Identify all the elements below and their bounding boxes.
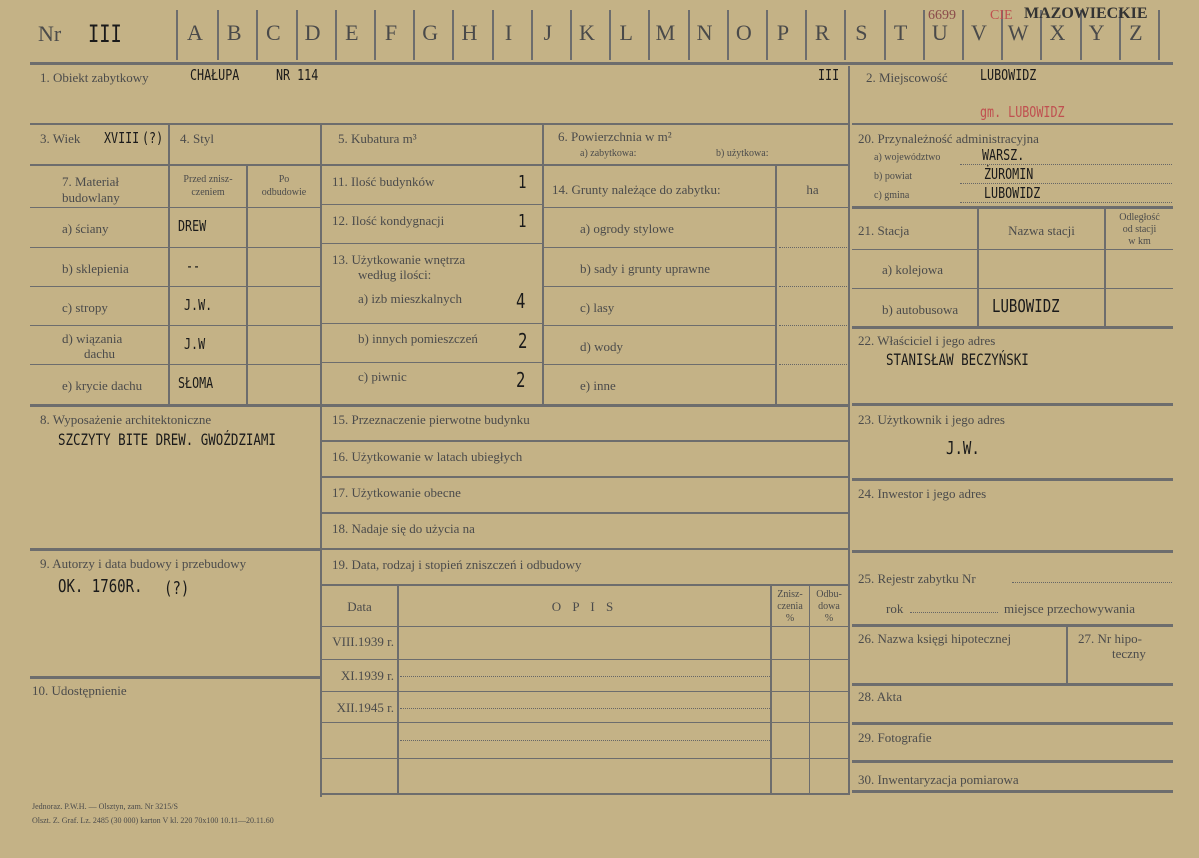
f13-a-label: a) izb mieszkalnych [358,291,462,306]
f12-value: 1 [518,211,527,232]
f3-value: XVIII [104,129,140,147]
f24-rule [852,550,1173,553]
f7-rule4 [30,364,320,365]
f26-label: 26. Nazwa księgi hipotecznej [858,631,1012,646]
f14-row: e) inne [580,378,616,393]
f6-b: b) użytkowa: [716,148,769,159]
f19-col-o1: Odbu- [816,589,842,600]
f12-rule [322,243,542,244]
f2-rule [852,123,1173,125]
f1-mark: III [818,66,840,84]
f7-row-label: c) stropy [62,300,108,315]
letter-index-m: M [655,20,676,45]
f14-row: b) sady i grunty uprawne [580,261,710,276]
f4-label: 4. Styl [180,131,214,146]
f22-label: 22. Właściciel i jego adres [858,333,996,348]
f13-c-value: 2 [516,368,526,392]
f19-row1 [322,659,848,660]
f8-label: 8. Wyposażenie architektoniczne [40,412,212,427]
f22-value: STANISŁAW BECZYŃSKI [886,350,1029,369]
letter-index-k: K [579,20,595,45]
f12-label: 12. Ilość kondygnacji [332,213,445,228]
col-divider-left [320,125,322,797]
f28-label: 28. Akta [858,689,903,704]
f19-row4 [322,758,848,759]
f19-date: XI.1939 r. [340,668,394,683]
f21-b: b) autobusowa [882,302,959,317]
f21-col-name: Nazwa stacji [1008,223,1075,238]
f7-row-label: d) wiązania [62,331,123,346]
f13-b-label: b) innych pomieszczeń [358,331,478,346]
f1-value: CHAŁUPA [190,66,240,84]
f7-rule1 [30,247,320,248]
f19-col-date [397,586,399,794]
f14-label: 14. Grunty należące do zabytku: [552,182,721,197]
f13-a-value: 4 [516,289,526,313]
f7-col1-head-2: czeniem [191,187,225,198]
f14-head-rule [544,207,848,208]
footer-line-1: Jednoraz. P.W.H. — Olsztyn, zam. Nr 3215/S [32,802,178,811]
f29-rule [852,760,1173,763]
f19-row3 [322,722,848,723]
f7-row-value: -- [186,257,201,275]
f25-label: 25. Rejestr zabytku Nr [858,571,976,586]
f15-label: 15. Przeznaczenie pierwotne budynku [332,412,530,427]
letter-index-j: J [543,20,553,45]
col-divider-right [848,66,850,794]
f19-col-desc: O P I S [551,599,618,614]
letter-index-c: C [266,20,281,45]
f14-dots [779,286,847,287]
footer-line-2: Olszt. Z. Graf. Lz. 2485 (30 000) karton V kl. 220 70x100 10.11—20.11.60 [32,816,274,825]
f19-col-o2: dowa [818,601,840,612]
f20-dots-a [960,164,1172,165]
stamp-word: CIE [990,8,1013,23]
f19-row2 [322,691,848,692]
f2-note: gm. LUBOWIDZ [980,103,1065,121]
f21-row-rule [852,288,1173,289]
f27-label-2: teczny [1112,646,1146,661]
letter-index-a: A [187,20,203,45]
f19-date: VIII.1939 r. [332,634,394,649]
f2-label: 2. Miejscowość [866,70,948,85]
f14-rule1 [544,247,775,248]
f20-a-value: WARSZ. [982,146,1025,164]
f25-dots [1012,582,1172,583]
f13-label-2: według ilości: [358,267,432,282]
f26-f27-divider [1066,627,1068,683]
f19-dots [400,708,770,709]
f14-rule4 [544,364,775,365]
f7-col2-head-2: odbudowie [261,187,307,198]
f14-rule2 [544,286,775,287]
header-divider [176,10,178,60]
f7-row-value: DREW [178,217,207,235]
f25-place: miejsce przechowywania [1004,601,1136,616]
nr-label: Nr [38,21,62,46]
f13-label-1: 13. Użytkowanie wnętrza [332,252,466,267]
f19-date: XII.1945 r. [336,700,394,715]
letter-index-o: O [735,20,752,45]
f14-row: c) lasy [580,300,615,315]
f20-rule [852,206,1173,209]
f3-q: (?) [142,129,164,147]
f2-value: LUBOWIDZ [980,66,1037,84]
f7-row-label: b) sklepienia [62,261,129,276]
f9-q: (?) [164,578,190,599]
f13a-rule [322,323,542,324]
f7-col2 [246,166,248,404]
f7-rule3 [30,325,320,326]
f11-label: 11. Ilość budynków [332,174,435,189]
f7-col1-head: Przed znisz- [183,174,233,185]
f20-c-value: LUBOWIDZ [984,184,1041,202]
f16-rule [322,476,848,478]
f27-label-1: 27. Nr hipo- [1078,631,1142,646]
f23-label: 23. Użytkownik i jego adres [858,412,1005,427]
letter-index-b: B [226,20,242,45]
f30-label: 30. Inwentaryzacja pomiarowa [858,772,1019,787]
f7-rule2 [30,286,320,287]
f15-rule [322,440,848,442]
f19-col-o3: % [824,613,834,624]
f16-label: 16. Użytkowanie w latach ubiegłych [332,449,523,464]
f28-rule [852,722,1173,725]
letter-index-p: P [776,20,790,45]
f29-label: 29. Fotografie [858,730,932,745]
f25-rok: rok [886,601,904,616]
letter-index-v: V [971,20,987,45]
f7-row-value: J.W [184,335,206,353]
f17-rule [322,512,848,514]
f14-dots [779,325,847,326]
stamp-number: 6699 [928,8,956,23]
row3-rule [30,404,848,407]
f19-dots [400,740,770,741]
f7-label-2: budowlany [62,190,120,205]
f20-dots-c [960,202,1172,203]
f11-value: 1 [518,172,527,193]
f9-rule [30,676,320,679]
letter-index-e: E [345,20,359,45]
letter-index-d: D [304,20,321,45]
f5-f6-divider [542,125,544,165]
row2-rule [30,164,848,166]
f17-label: 17. Użytkowanie obecne [332,485,461,500]
letter-index-u: U [931,20,948,45]
f10-label: 10. Udostępnienie [32,683,127,698]
f18-rule [322,548,848,550]
f7-label-1: 7. Materiał [62,174,120,189]
f7-row-label: e) krycie dachu [62,378,143,393]
letter-index-l: L [619,20,633,45]
letter-index-f: F [384,20,398,45]
f14-dots [779,247,847,248]
f14-row: d) wody [580,339,623,354]
f20-dots-b [960,183,1172,184]
f21-col-dist-1: Odległość [1119,212,1160,223]
f13-f14-divider [542,166,544,404]
letter-index-g: G [422,20,439,45]
f19-dots [400,676,770,677]
f20-a: a) województwo [874,152,941,163]
f13-b-value: 2 [518,329,528,353]
f19-label: 19. Data, rodzaj i stopień zniszczeń i odbudowy [332,557,582,572]
f21-col-dist-3: w km [1128,236,1151,247]
f7-row-label-2: dachu [84,346,116,361]
f19-col-date: Data [347,599,372,614]
f21-rule [852,326,1173,329]
f25-rok-dots [910,612,998,613]
letter-index-s: S [855,20,868,45]
f14-dots [779,364,847,365]
letter-index-i: I [504,20,513,45]
f21-col-dist-2: od stacji [1122,224,1157,235]
f14-row: a) ogrody stylowe [580,221,674,236]
f3-label: 3. Wiek [40,131,81,146]
header-rule [30,62,1173,65]
f21-head-rule [852,249,1173,250]
f8-rule [30,548,320,551]
f20-b-value: ŻUROMIN [984,165,1034,183]
letter-index-z: Z [1129,20,1143,45]
f7-row-value: J.W. [184,296,213,314]
f22-rule [852,403,1173,406]
letter-index-w: W [1007,20,1029,45]
f13-c-label: c) piwnic [358,369,407,384]
f21-label: 21. Stacja [858,223,910,238]
f20-b: b) powiat [874,171,913,182]
f23-value: J.W. [946,438,980,459]
f19-col-z2: czenia [777,601,803,612]
f1-label: 1. Obiekt zabytkowy [40,70,149,85]
letter-index-y: Y [1088,20,1105,45]
f8-value: SZCZYTY BITE DREW. GWOŹDZIAMI [58,430,276,449]
f1-value-2: NR 114 [276,66,319,84]
f9-value: OK. 1760R. [58,576,143,597]
f14-col [775,166,777,404]
f7-row-label: a) ściany [62,221,109,236]
f7-col2-head: Po [278,174,290,185]
f13b-rule [322,362,542,363]
f25-rule [852,624,1173,627]
f30-rule [852,790,1173,793]
f5-label: 5. Kubatura m³ [338,131,417,146]
f9-label: 9. Autorzy i data budowy i przebudowy [40,556,247,571]
letter-index-r: R [814,20,830,45]
f20-c: c) gmina [874,190,910,201]
f23-rule [852,478,1173,481]
f24-label: 24. Inwestor i jego adres [858,486,987,501]
letter-index-h: H [461,20,478,45]
region-label: MAZOWIECKIE [1024,5,1148,22]
f6-a: a) zabytkowa: [580,148,637,159]
letter-index-t: T [893,20,908,45]
letter-divider [1158,10,1160,60]
letter-index-x: X [1049,20,1066,45]
f19-col-z1: Znisz- [777,589,803,600]
f7-head-rule [30,207,320,208]
row1-rule [30,123,848,125]
f21-b-value: LUBOWIDZ [992,296,1060,317]
f18-label: 18. Nadaje się do użycia na [332,521,475,536]
f11-rule [322,204,542,205]
f26-rule [852,683,1173,686]
f14-unit: ha [806,182,819,197]
f7-col1 [168,166,170,404]
letter-index-n: N [696,20,713,45]
f19-col-z3: % [785,613,795,624]
f14-rule3 [544,325,775,326]
f19-bottom [322,793,850,795]
f20-label: 20. Przynależność administracyjna [858,131,1039,146]
f6-label: 6. Powierzchnia w m² [558,129,672,144]
f21-a: a) kolejowa [882,262,944,277]
nr-value: III [88,20,122,48]
f3-f4-divider [168,125,170,165]
f7-row-value: SŁOMA [178,374,214,392]
